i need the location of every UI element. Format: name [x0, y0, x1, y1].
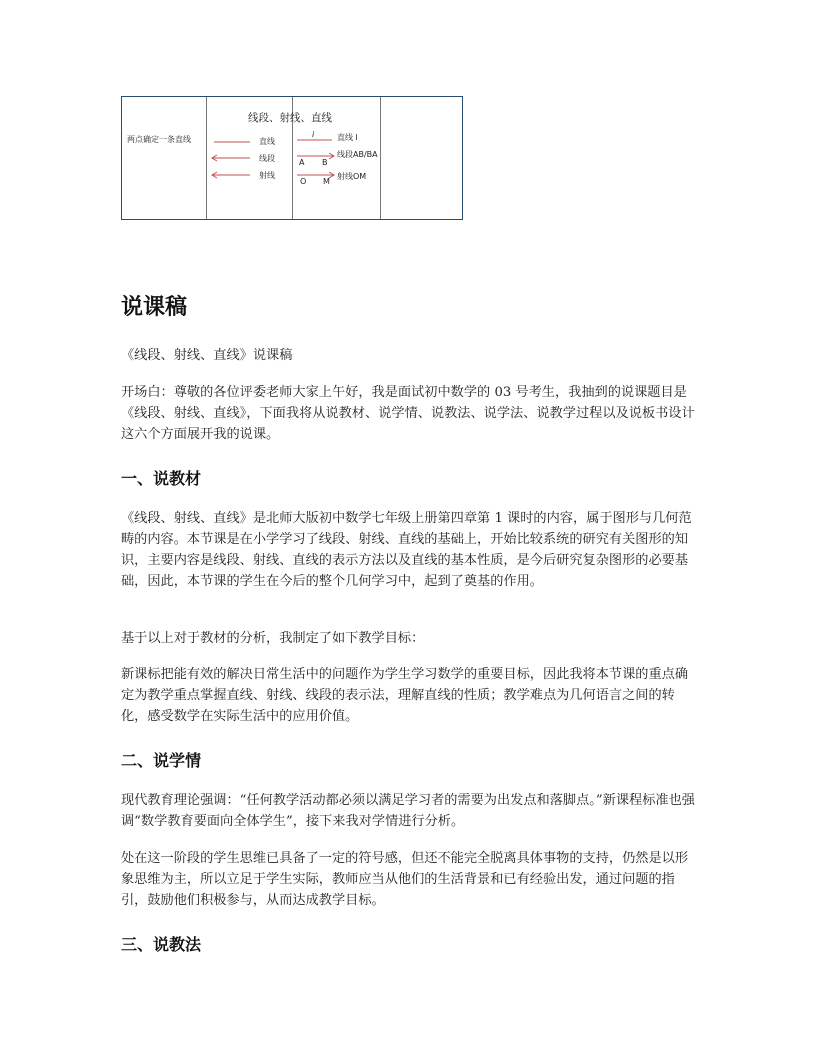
- diagram-left-label: 两点确定一条直线: [127, 135, 191, 144]
- document-title: 说课稿: [121, 295, 188, 320]
- diagram-point-m: M: [323, 177, 330, 186]
- students-paragraph: 处在这一阶段的学生思维已具备了一定的符号感，但还不能完全脱离具体事物的支持，仍然是以形象思维为主，所以立足于学生实际，教师应当从他们的生活背景和已有经验出发，通过问题的指引，鼓励他们积极参与，从而达成教学目标。: [121, 851, 689, 908]
- diagram-right-label-ray: 射线OM: [337, 172, 367, 181]
- objectives-paragraph: 新课标把能有效的解决日常生活中的问题作为学生学习数学的重要目标，因此我将本节课的重点确定为教学重点掌握直线、射线、线段的表示法，理解直线的性质；教学难点为几何语言之间的转化，感受数学在实际生活中的应用价值。: [121, 667, 689, 724]
- diagram-point-o: O: [300, 177, 307, 186]
- diagram-point-b: B: [322, 158, 328, 167]
- diagram-label-line: 直线: [259, 137, 275, 146]
- theory-paragraph: 现代教育理论强调：“任何教学活动都必须以满足学习者的需要为出发点和落脚点。”新课程标准也强调“数学教育要面向全体学生”，接下来我对学情进行分析。: [121, 793, 695, 829]
- diagram-right-label-segment: 线段AB/BA: [337, 150, 378, 159]
- document-subtitle: 《线段、射线、直线》说课稿: [121, 348, 293, 363]
- section-heading-textbook: 一、说教材: [121, 469, 202, 488]
- textbook-paragraph: 《线段、射线、直线》是北师大版初中数学七年级上册第四章第 1 课时的内容，属于图形与几何范畴的内容。本节课是在小学学习了线段、射线、直线的基础上，开始比较系统的研究有关图形的知识，主要内容是线段、射线、直线的表示方法以及直线的基本性质，是今后研究复杂图形的必要基础，因此，本节课的学生在今后的整个几何学习中，起到了奠基的作用。: [121, 511, 692, 589]
- objectives-intro-paragraph: 基于以上对于教材的分析，我制定了如下教学目标：: [121, 631, 425, 646]
- diagram-symbol-i: i: [312, 130, 315, 139]
- diagram-title: 线段、射线、直线: [248, 112, 332, 124]
- diagram-label-segment: 线段: [259, 154, 275, 163]
- diagram-label-ray: 射线: [259, 171, 275, 180]
- board-diagram: [121, 96, 463, 220]
- diagram-arrows: [122, 97, 462, 219]
- diagram-point-a: A: [299, 158, 305, 167]
- section-heading-teaching-method: 三、说教法: [121, 935, 202, 954]
- opening-paragraph: 开场白：尊敬的各位评委老师大家上午好，我是面试初中数学的 03 号考生，我抽到的说课题目是《线段、射线、直线》，下面我将从说教材、说学情、说教法、说学法、说教学过程以及说板书设计这六个方面展开我的说课。: [121, 385, 695, 442]
- section-heading-students: 二、说学情: [121, 751, 202, 770]
- diagram-right-label-line: 直线 l: [337, 133, 358, 142]
